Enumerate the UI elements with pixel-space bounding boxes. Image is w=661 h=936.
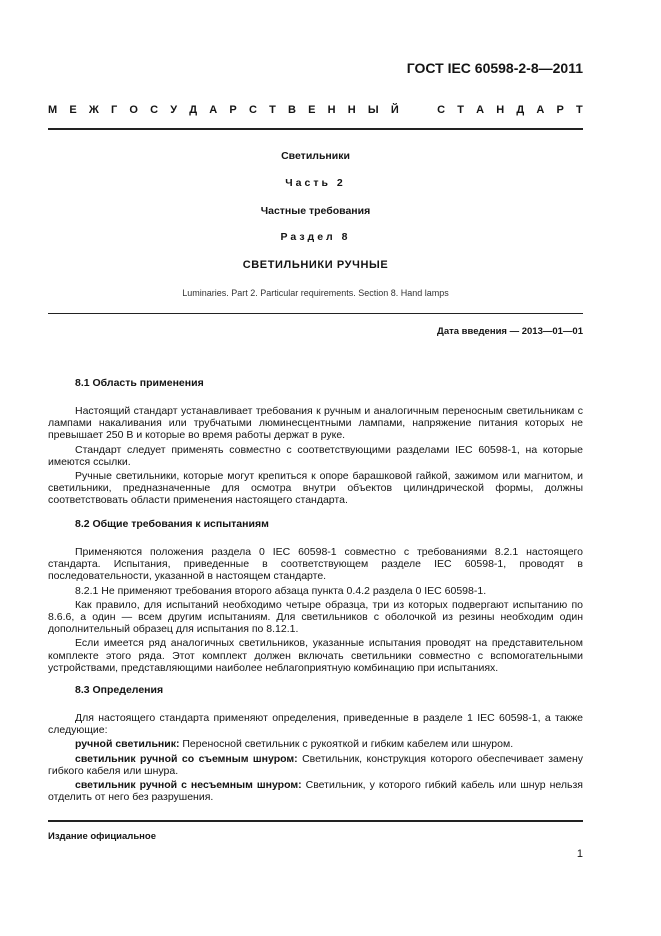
- standard-number: ГОСТ IEC 60598-2-8—2011: [406, 60, 583, 76]
- definition-text: Светильник, конструкция которого обеспечивает замену гибкого кабеля или шнура.: [48, 752, 583, 777]
- heading-letter: Е: [308, 104, 316, 116]
- definition-text: Светильник, у которого гибкий кабель или шнур нельзя отделить от него без разрушения.: [48, 779, 583, 804]
- paragraph: Применяются положения раздела 0 IEC 60598-1 совместно с требованиями 8.2.1 настоящего стандарта. Испытания, приведенные в соответствующем разделе IEC 60598-1, проводят в последовательности, указанной в настоящем стандарте.: [48, 546, 583, 583]
- section-8-1: [48, 377, 583, 507]
- heading-letter: Т: [269, 104, 276, 116]
- definition-text: Переносной светильник с рукояткой и гибким кабелем или шнуром.: [179, 738, 514, 751]
- definition-term: светильник ручной с несъемным шнуром:: [75, 779, 302, 792]
- heading-letter: Д: [189, 104, 198, 116]
- title-line: Светильники: [281, 150, 350, 162]
- heading-letter: А: [536, 104, 545, 116]
- section-title: 8.3 Определения: [75, 684, 164, 696]
- paragraph: Если имеется ряд аналогичных светильников, указанные испытания проводят на представительном комплекте этого ряда. Этот комплект должен включать светильники совместно с вспомогательными устройствами, представляющими наиболее неблагоприятную комбинацию при испытаниях.: [48, 637, 583, 674]
- heading-letter: А: [476, 104, 485, 116]
- heading-letter: Р: [556, 104, 564, 116]
- heading-letter: Г: [110, 104, 118, 116]
- title-subtitle: Частные требования: [260, 205, 371, 217]
- heading-letter: Й: [390, 104, 399, 116]
- paragraph: 8.2.1 Не применяют требования второго абзаца пункта 0.4.2 раздела 0 IEC 60598-1.: [75, 584, 487, 597]
- header-rule: [48, 128, 583, 130]
- heading-letter: В: [287, 104, 296, 116]
- definition-term: светильник ручной со съемным шнуром:: [75, 752, 298, 765]
- section-title: 8.2 Общие требования к испытаниям: [75, 518, 269, 530]
- heading-letter: С: [248, 104, 257, 116]
- paragraph: Стандарт следует применять совместно с соответствующими разделами IEC 60598-1, на которые имеются ссылки.: [48, 443, 583, 468]
- heading-letter: О: [129, 104, 138, 116]
- section-8-3: [48, 684, 583, 803]
- title-section: Раздел 8: [280, 231, 351, 243]
- title-main: СВЕТИЛЬНИКИ РУЧНЫЕ: [242, 259, 389, 271]
- heading-letter: Ы: [367, 104, 379, 116]
- heading-letter: Р: [229, 104, 237, 116]
- definition: [48, 738, 583, 750]
- interstate-standard-heading: [48, 104, 583, 116]
- heading-letter: Н: [496, 104, 505, 116]
- definition: [48, 779, 583, 803]
- heading-letter: Н: [327, 104, 336, 116]
- introduction-date: Дата введения — 2013—01—01: [437, 326, 583, 337]
- heading-letter: М: [48, 104, 58, 116]
- heading-letter: Н: [347, 104, 356, 116]
- heading-letter: С: [437, 104, 446, 116]
- heading-letter: А: [209, 104, 218, 116]
- heading-letter: У: [170, 104, 178, 116]
- heading-letter: Т: [576, 104, 583, 116]
- section-title: 8.1 Область применения: [75, 377, 204, 389]
- page-number: 1: [576, 848, 583, 860]
- heading-letter: Д: [516, 104, 525, 116]
- heading-letter: Ж: [88, 104, 99, 116]
- paragraph: Для настоящего стандарта применяют определения, приведенные в разделе 1 IEC 60598-1, а также следующие:: [48, 712, 583, 737]
- heading-letter: Т: [457, 104, 464, 116]
- title-english: Luminaries. Part 2. Particular requirements. Section 8. Hand lamps: [182, 288, 449, 298]
- section-8-2: [48, 518, 583, 674]
- edition-note: Издание официальное: [48, 831, 156, 842]
- title-part: Часть 2: [285, 177, 346, 189]
- definition-term: ручной светильник:: [75, 738, 180, 751]
- word-gap: [411, 104, 425, 116]
- footer-rule: [48, 820, 583, 822]
- heading-letter: С: [150, 104, 159, 116]
- paragraph: Как правило, для испытаний необходимо четыре образца, три из которых подвергают испытанию по 8.6.6, а один — всем другим испытаниям. Для светильников с оболочкой из резины необходим один дополнительный образец для испытания по 8.12.1.: [48, 598, 583, 636]
- heading-letter: Е: [69, 104, 77, 116]
- paragraph: Настоящий стандарт устанавливает требования к ручным и аналогичным переносным светильникам с лампами накаливания или трубчатыми люминесцентными лампами, напряжение питания которых не превышает 250 В и которые во время работы держат в руке.: [48, 405, 583, 442]
- title-rule: [48, 313, 583, 314]
- paragraph: Ручные светильники, которые могут крепиться к опоре барашковой гайкой, зажимом или магнитом, и светильники, предназначенные для осмотра внутри объектов цилиндрической формы, должны соответствовать области применения настоящего стандарта.: [48, 470, 583, 507]
- definition: [48, 753, 583, 777]
